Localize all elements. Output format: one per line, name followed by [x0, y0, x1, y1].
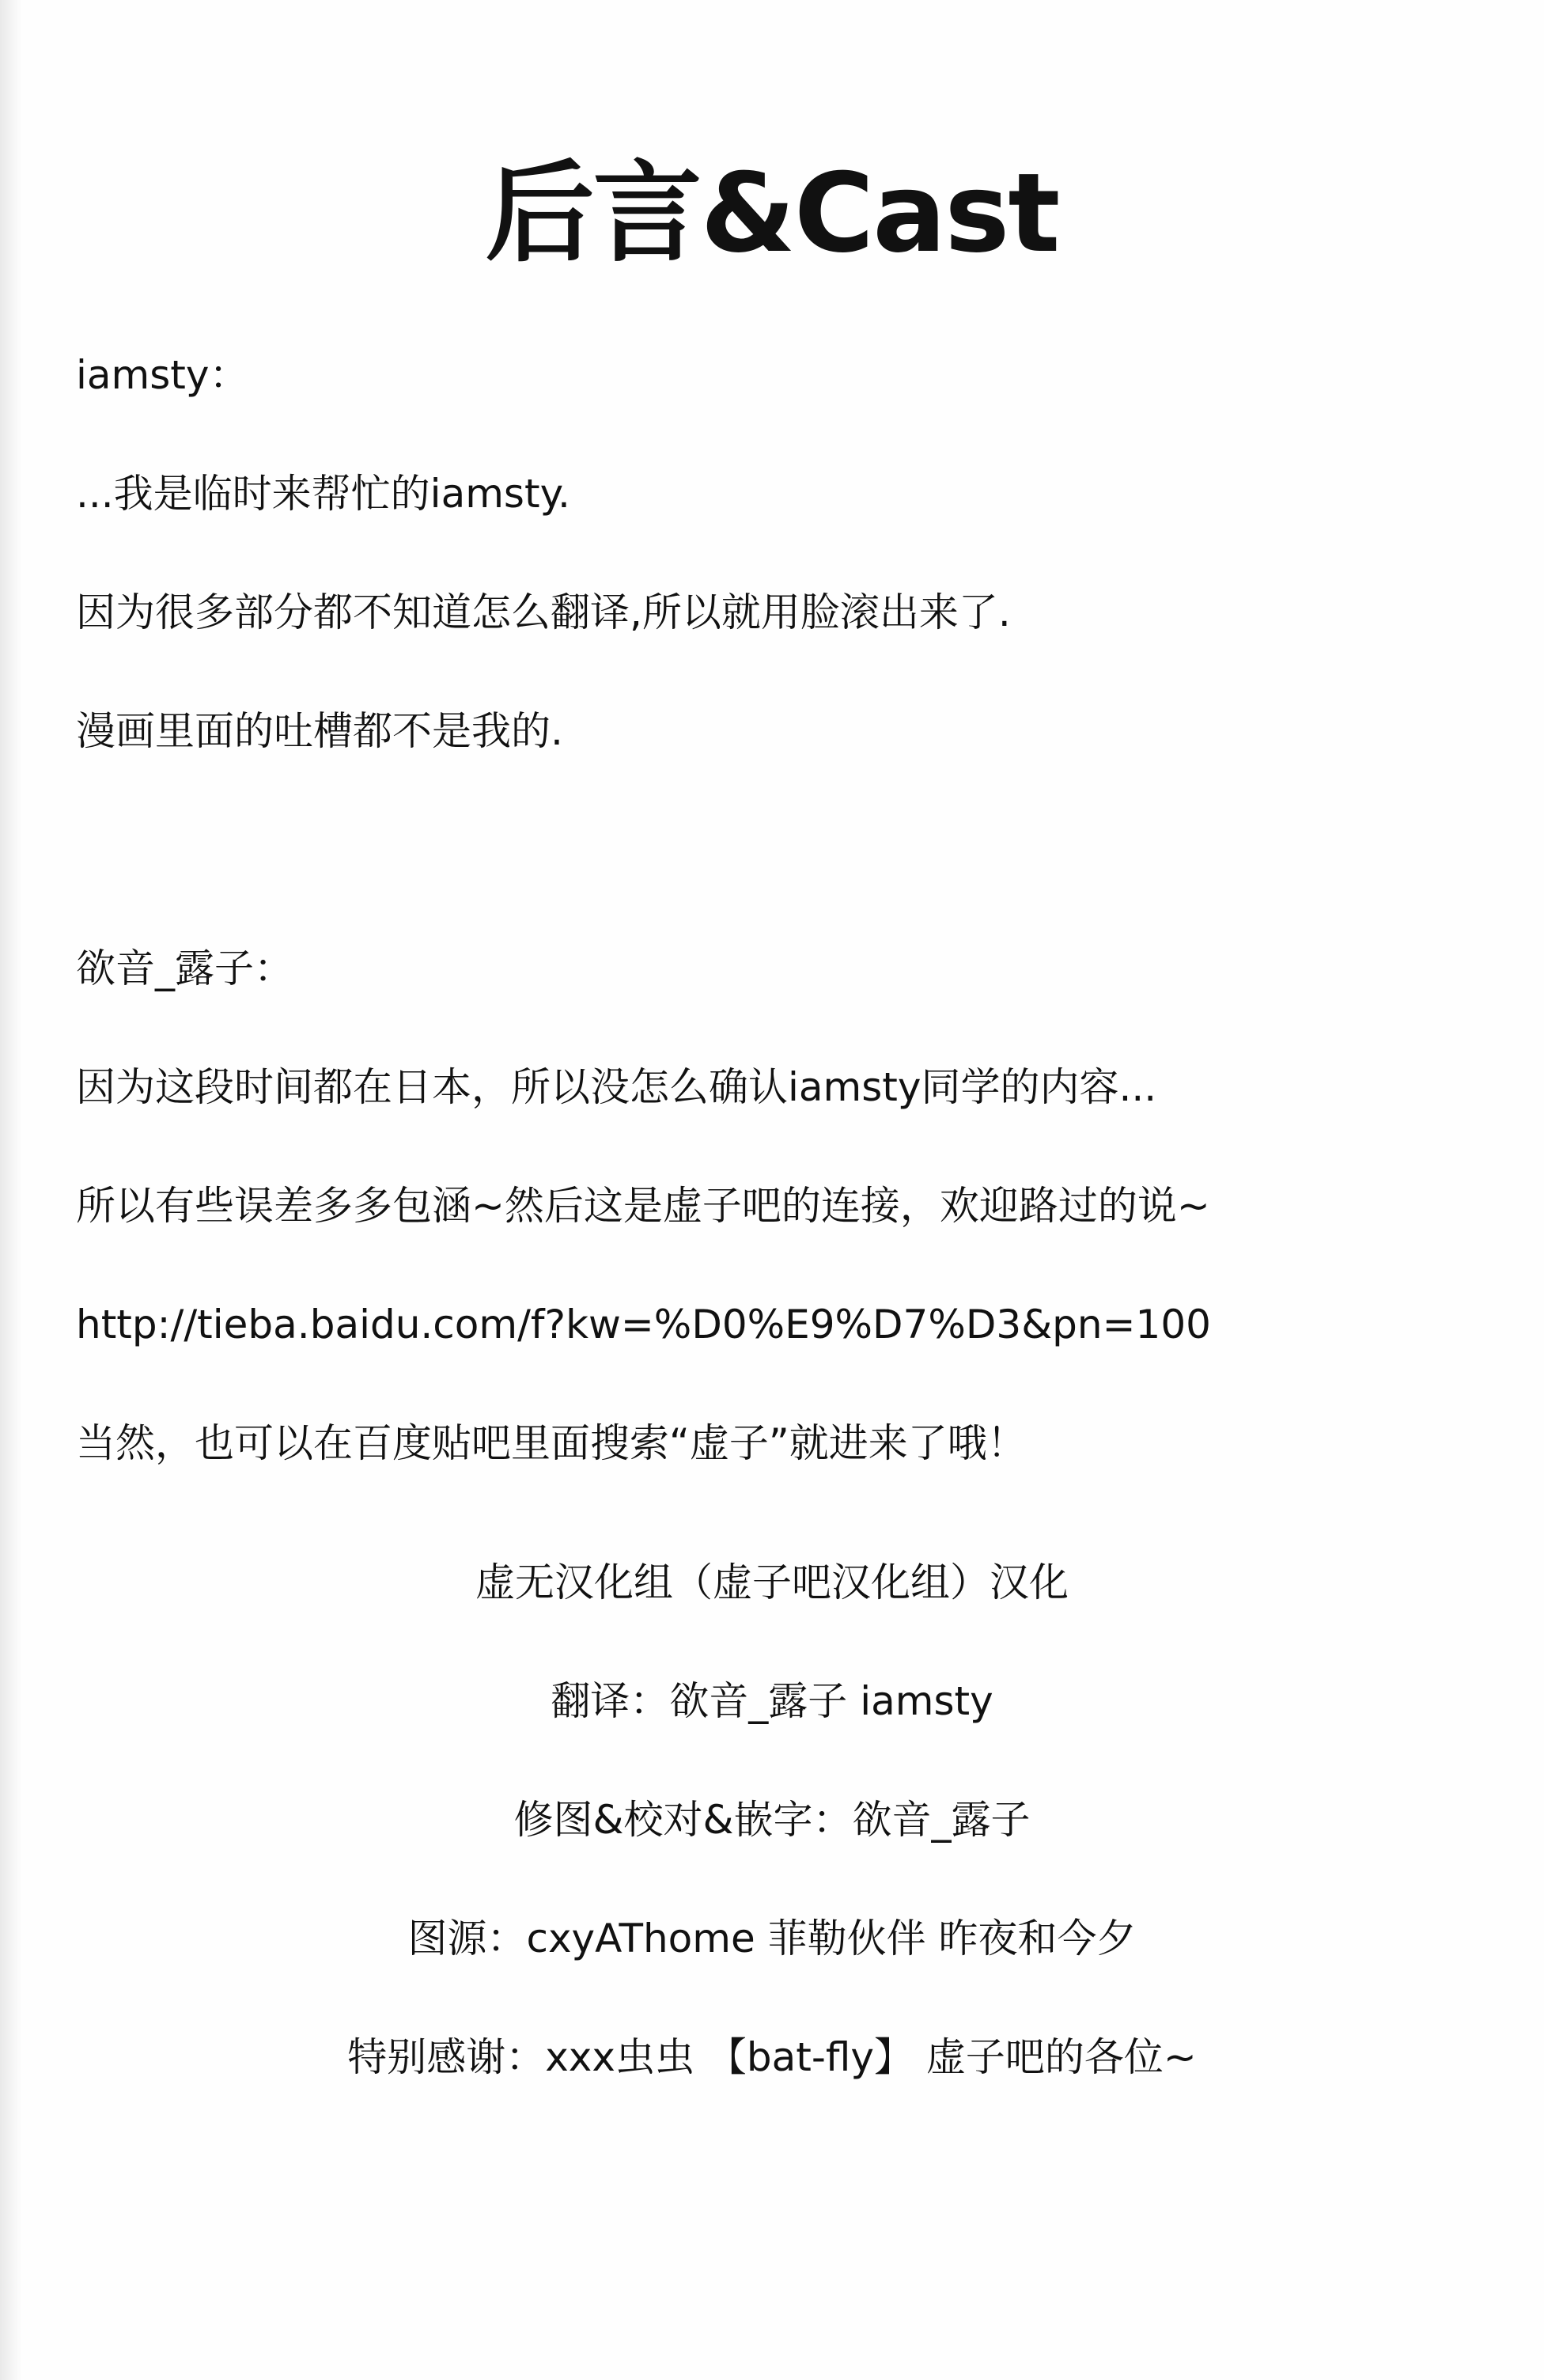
credit-thanks: 特别感谢：xxx虫虫 【bat-fly】 虚子吧的各位~ — [347, 2034, 1197, 2080]
scan-shadow — [0, 0, 22, 2380]
section-author-luzi: 欲音_露子： — [76, 946, 293, 991]
paragraph-line: 漫画里面的吐槽都不是我的. — [76, 708, 563, 754]
paragraph-line: 当然，也可以在百度贴吧里面搜索“虚子”就进来了哦！ — [76, 1420, 1027, 1466]
paragraph-line: ...我是临时来帮忙的iamsty. — [76, 471, 570, 517]
credit-source: 图源：cxyAThome 菲勒伙伴 昨夜和今夕 — [407, 1916, 1137, 1961]
paragraph-line: 因为这段时间都在日本，所以没怎么确认iamsty同学的内容... — [76, 1064, 1157, 1110]
page-title: 后言&Cast — [485, 150, 1059, 277]
credit-group: 虚无汉化组（虚子吧汉化组）汉化 — [475, 1560, 1069, 1605]
paragraph-line: 所以有些误差多多包涵~然后这是虚子吧的连接，欢迎路过的说~ — [76, 1183, 1210, 1229]
credit-translation: 翻译：欲音_露子 iamsty — [551, 1678, 993, 1724]
paragraph-line: 因为很多部分都不知道怎么翻译,所以就用脸滚出来了. — [76, 589, 1011, 635]
tieba-link-text: http://tieba.baidu.com/f?kw=%D0%E9%D7%D3&pn=100 — [76, 1302, 1211, 1347]
credit-editing: 修图&校对&嵌字：欲音_露子 — [513, 1797, 1031, 1843]
section-author-iamsty: iamsty： — [76, 352, 249, 398]
